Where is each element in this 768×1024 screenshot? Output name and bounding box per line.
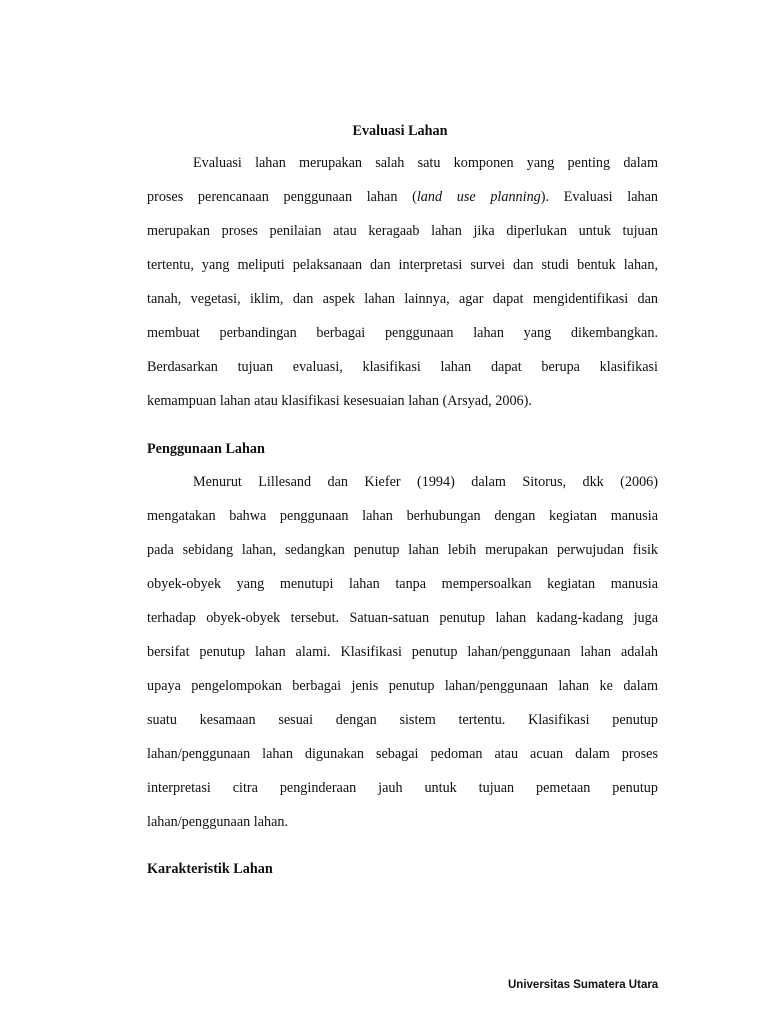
italic-term: land use planning	[416, 189, 541, 205]
text-segment: proses perencanaan penggunaan lahan (	[147, 189, 417, 205]
text-line: interpretasi citra penginderaan jauh untuk tujuan pemetaan penutup	[147, 780, 658, 796]
section-heading: Penggunaan Lahan	[147, 441, 265, 457]
text-line: terhadap obyek-obyek tersebut. Satuan-satuan penutup lahan kadang-kadang juga	[147, 610, 658, 626]
text-line: obyek-obyek yang menutupi lahan tanpa mempersoalkan kegiatan manusia	[147, 576, 658, 592]
paragraph-evaluasi-lahan	[147, 146, 658, 418]
text-line: pada sebidang lahan, sedangkan penutup lahan lebih merupakan perwujudan fisik	[147, 542, 658, 558]
text-line: tertentu, yang meliputi pelaksanaan dan interpretasi survei dan studi bentuk lahan,	[147, 257, 658, 273]
section-title: Evaluasi Lahan	[352, 123, 448, 139]
text-line: membuat perbandingan berbagai penggunaan lahan yang dikembangkan.	[147, 325, 658, 341]
footer-university: Universitas Sumatera Utara	[508, 979, 659, 991]
text-line: tanah, vegetasi, iklim, dan aspek lahan lainnya, agar dapat mengidentifikasi dan	[147, 291, 658, 307]
text-line: suatu kesamaan sesuai dengan sistem tertentu. Klasifikasi penutup	[147, 712, 658, 728]
text-line: Menurut Lillesand dan Kiefer (1994) dalam Sitorus, dkk (2006)	[193, 474, 658, 490]
text-line: lahan/penggunaan lahan digunakan sebagai pedoman atau acuan dalam proses	[147, 746, 658, 762]
text-line: Evaluasi lahan merupakan salah satu komponen yang penting dalam	[193, 155, 658, 171]
text-line: lahan/penggunaan lahan.	[147, 814, 289, 830]
text-line: bersifat penutup lahan alami. Klasifikasi penutup lahan/penggunaan lahan adalah	[147, 644, 658, 660]
text-line	[147, 180, 658, 214]
text-line: kemampuan lahan atau klasifikasi kesesuaian lahan (Arsyad, 2006).	[147, 393, 532, 409]
paragraph-penggunaan-lahan	[147, 465, 658, 839]
text-line: mengatakan bahwa penggunaan lahan berhubungan dengan kegiatan manusia	[147, 508, 658, 524]
text-line: upaya pengelompokan berbagai jenis penutup lahan/penggunaan lahan ke dalam	[147, 678, 658, 694]
text-line: merupakan proses penilaian atau keragaab lahan jika diperlukan untuk tujuan	[147, 223, 658, 239]
section-heading: Karakteristik Lahan	[147, 861, 273, 877]
text-line: Berdasarkan tujuan evaluasi, klasifikasi lahan dapat berupa klasifikasi	[147, 359, 658, 375]
text-segment: ). Evaluasi lahan	[540, 189, 658, 205]
